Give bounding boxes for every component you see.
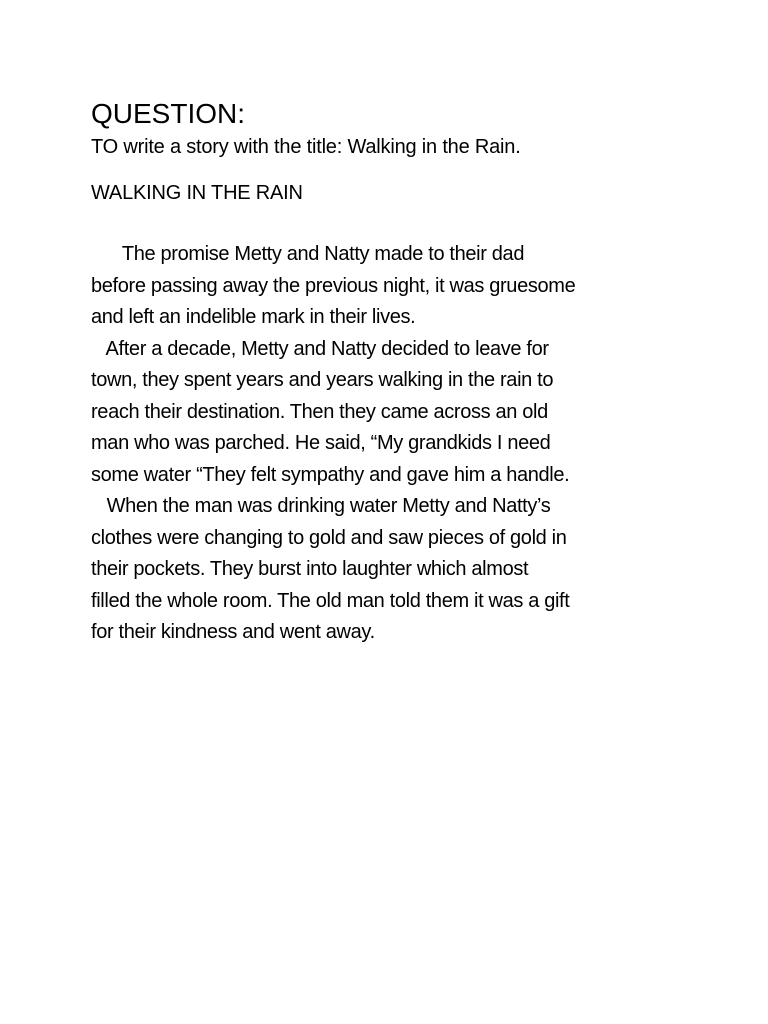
document-content: [91, 96, 691, 649]
story-body: [91, 239, 691, 649]
story-line: their pockets. They burst into laughter which almost: [91, 558, 529, 580]
story-line: and left an indelible mark in their lives.: [91, 306, 416, 328]
story-line: When the man was drinking water Metty and Natty’s: [91, 495, 551, 517]
story-line: reach their destination. Then they came across an old: [91, 400, 548, 423]
story-line: The promise Metty and Natty made to their dad: [91, 243, 525, 265]
story-line: for their kindness and went away.: [91, 621, 375, 643]
story-line: town, they spent years and years walking in the rain to: [91, 369, 554, 391]
story-line: man who was parched. He said, “My grandkids I need: [91, 432, 551, 454]
question-heading: QUESTION:: [91, 98, 246, 129]
question-prompt: TO write a story with the title: Walking in the Rain.: [91, 136, 521, 158]
story-line: filled the whole room. The old man told them it was a gift: [91, 589, 570, 612]
story-line: clothes were changing to gold and saw pieces of gold in: [91, 526, 567, 549]
story-title: WALKING IN THE RAIN: [91, 182, 303, 204]
story-line: After a decade, Metty and Natty decided to leave for: [91, 337, 549, 360]
story-line: before passing away the previous night, it was gruesome: [91, 274, 576, 297]
story-line: some water “They felt sympathy and gave him a handle.: [91, 463, 570, 486]
